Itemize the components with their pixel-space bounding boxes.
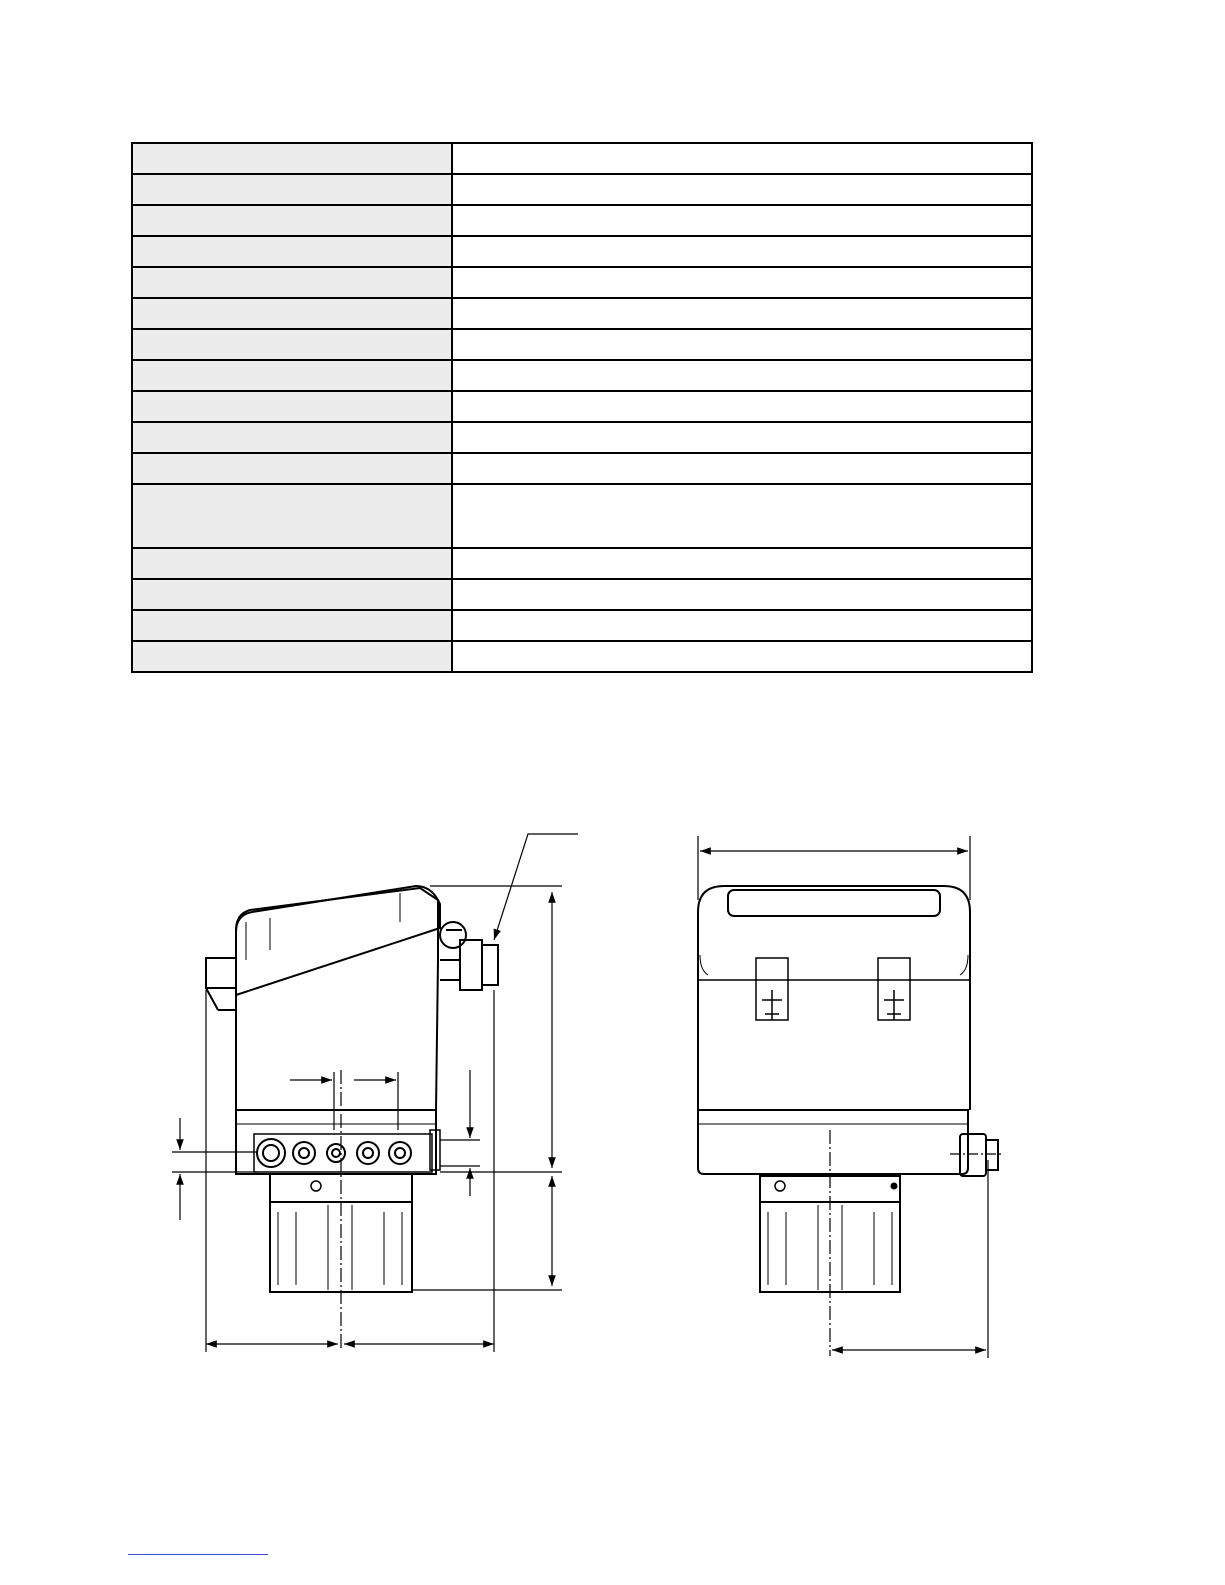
hinge-knob — [440, 922, 466, 948]
side-view — [206, 886, 498, 1292]
leader-line — [494, 834, 578, 940]
connector-holes — [254, 1134, 432, 1172]
front-side-gland — [960, 1134, 986, 1176]
front-view — [698, 886, 998, 1292]
side-view-dimensions — [172, 834, 578, 1352]
front-view-dimensions — [698, 836, 1004, 1358]
side-left-fitting — [206, 958, 236, 988]
side-lid-inner-line — [246, 893, 400, 960]
side-terminal-block — [236, 1110, 436, 1174]
footer-link-underline[interactable] — [128, 1554, 268, 1555]
front-latches — [756, 958, 910, 1020]
side-housing-body — [236, 888, 438, 1110]
side-cable-gland — [460, 940, 482, 990]
front-housing-body — [698, 886, 970, 1110]
display-window — [728, 890, 940, 916]
front-lower-section — [698, 1110, 968, 1174]
side-lid — [236, 886, 440, 995]
